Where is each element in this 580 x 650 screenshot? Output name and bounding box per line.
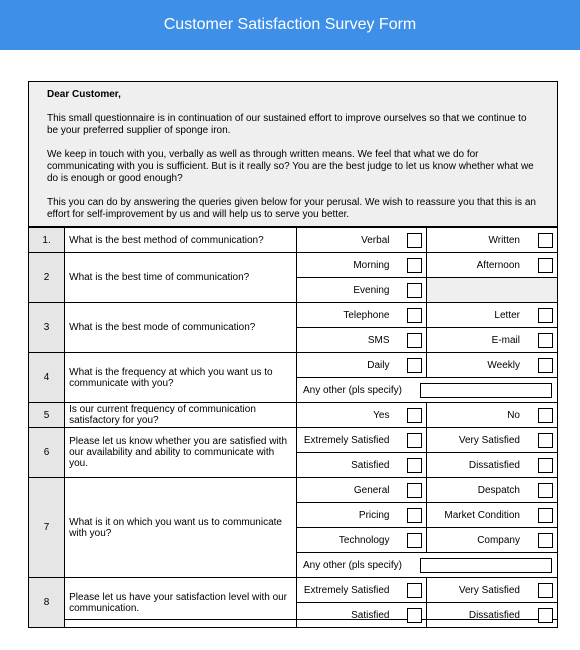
option-checkbox[interactable] (407, 233, 422, 248)
option-cell (427, 253, 558, 278)
option-cell (297, 428, 427, 453)
question-number: 4 (29, 353, 65, 403)
option-label: Despatch (477, 484, 520, 496)
option-cell (427, 453, 558, 478)
option-label: Letter (494, 309, 520, 321)
question-row (29, 228, 558, 253)
option-label: Extremely Satisfied (303, 584, 390, 596)
option-checkbox[interactable] (407, 533, 422, 548)
option-label: Written (488, 234, 520, 246)
option-label: Market Condition (444, 509, 520, 521)
question-text: Please let us have your satisfaction level with our communication. (65, 578, 297, 628)
option-checkbox[interactable] (407, 433, 422, 448)
other-label: Any other (pls specify) (303, 384, 402, 396)
question-text: What is the best method of communication? (65, 228, 297, 253)
question-text: What is the best mode of communication? (65, 303, 297, 353)
option-cell (297, 278, 427, 303)
option-cell (297, 478, 427, 503)
option-label: Dissatisfied (468, 459, 520, 471)
question-number: 1. (29, 228, 65, 253)
option-checkbox[interactable] (407, 608, 422, 623)
option-checkbox[interactable] (407, 408, 422, 423)
question-text: What is the best time of communication? (65, 253, 297, 303)
option-checkbox[interactable] (538, 233, 553, 248)
option-checkbox[interactable] (407, 458, 422, 473)
option-label: Very Satisfied (458, 584, 520, 596)
option-checkbox[interactable] (538, 433, 553, 448)
intro-letter (29, 82, 557, 227)
option-checkbox[interactable] (538, 258, 553, 273)
option-cell (297, 503, 427, 528)
other-specify-input[interactable] (420, 383, 552, 398)
option-label: Morning (353, 259, 390, 271)
option-checkbox[interactable] (538, 308, 553, 323)
option-cell (297, 528, 427, 553)
option-label: Very Satisfied (458, 434, 520, 446)
intro-paragraph-1: This small questionnaire is in continuation of our sustained effort to improve ourselves so that we continue to be your preferred supplier of sponge iron. (47, 113, 527, 136)
option-checkbox[interactable] (538, 483, 553, 498)
question-text: Is our current frequency of communication satisfactory for you? (65, 403, 297, 428)
intro-paragraph-3: This you can do by answering the queries given below for your perusal. We wish to reassure you that this is an effort for self-improvement by us and will help us to serve you better. (47, 197, 536, 220)
question-number: 2 (29, 253, 65, 303)
option-checkbox[interactable] (538, 458, 553, 473)
option-label: Verbal (361, 234, 390, 246)
option-label: Company (477, 534, 520, 546)
question-text: What is it on which you want us to communicate with you? (65, 478, 297, 578)
option-label: Telephone (343, 309, 390, 321)
option-cell (427, 528, 558, 553)
option-label: Pricing (358, 509, 390, 521)
option-checkbox[interactable] (538, 333, 553, 348)
option-cell (297, 328, 427, 353)
option-checkbox[interactable] (407, 333, 422, 348)
option-cell (427, 478, 558, 503)
option-label: E-mail (491, 334, 520, 346)
option-cell (427, 603, 558, 628)
question-row (29, 478, 558, 503)
question-row (29, 578, 558, 603)
option-checkbox[interactable] (407, 583, 422, 598)
question-number: 5 (29, 403, 65, 428)
option-checkbox[interactable] (407, 483, 422, 498)
option-label: Weekly (487, 359, 520, 371)
option-cell (297, 403, 427, 428)
option-checkbox[interactable] (538, 533, 553, 548)
option-checkbox[interactable] (538, 408, 553, 423)
form-header (0, 0, 580, 50)
option-checkbox[interactable] (407, 508, 422, 523)
option-label: Daily (367, 359, 390, 371)
option-label: Dissatisfied (468, 609, 520, 621)
question-row (29, 303, 558, 328)
option-checkbox[interactable] (538, 508, 553, 523)
option-label: General (353, 484, 390, 496)
other-cell (297, 553, 558, 578)
option-checkbox[interactable] (407, 308, 422, 323)
option-cell (427, 328, 558, 353)
option-cell (427, 578, 558, 603)
option-checkbox[interactable] (407, 358, 422, 373)
question-row (29, 253, 558, 278)
question-row (29, 353, 558, 378)
option-cell (427, 428, 558, 453)
question-text: What is the frequency at which you want us to communicate with you? (65, 353, 297, 403)
other-label: Any other (pls specify) (303, 559, 402, 571)
option-cell (427, 403, 558, 428)
option-cell (427, 353, 558, 378)
questions-table (28, 227, 558, 628)
option-label: Evening (353, 284, 390, 296)
option-cell (427, 303, 558, 328)
question-number: 8 (29, 578, 65, 628)
other-specify-input[interactable] (420, 558, 552, 573)
option-cell (427, 503, 558, 528)
option-label: Yes (373, 409, 390, 421)
question-row (29, 403, 558, 428)
option-checkbox[interactable] (538, 608, 553, 623)
option-cell (297, 228, 427, 253)
option-label: No (507, 409, 520, 421)
option-cell (297, 603, 427, 628)
question-text: Please let us know whether you are satisfied with our availability and ability to communicate with you. (65, 428, 297, 478)
option-label: SMS (367, 334, 390, 346)
option-label: Satisfied (351, 609, 390, 621)
greeting: Dear Customer, (47, 89, 121, 100)
page-title: Customer Satisfaction Survey Form (163, 16, 417, 33)
other-cell (297, 378, 558, 403)
option-label: Extremely Satisfied (303, 434, 390, 446)
option-cell (297, 303, 427, 328)
question-number: 6 (29, 428, 65, 478)
question-row (29, 428, 558, 453)
option-checkbox[interactable] (538, 583, 553, 598)
empty-cell (427, 278, 558, 303)
option-label: Afternoon (476, 259, 520, 271)
option-cell (427, 228, 558, 253)
option-label: Technology (338, 534, 390, 546)
option-label: Satisfied (351, 459, 390, 471)
option-cell (297, 253, 427, 278)
option-cell (297, 578, 427, 603)
question-number: 3 (29, 303, 65, 353)
option-cell (297, 453, 427, 478)
option-checkbox[interactable] (407, 258, 422, 273)
question-number: 7 (29, 478, 65, 578)
survey-form (28, 81, 558, 620)
option-cell (297, 353, 427, 378)
intro-paragraph-2: We keep in touch with you, verbally as well as through written means. We feel that what we do for communicating with you is sufficient. But is it really so? You are the best judge to let us know whether what we do is enough or good enough? (47, 149, 534, 184)
option-checkbox[interactable] (538, 358, 553, 373)
option-checkbox[interactable] (407, 283, 422, 298)
